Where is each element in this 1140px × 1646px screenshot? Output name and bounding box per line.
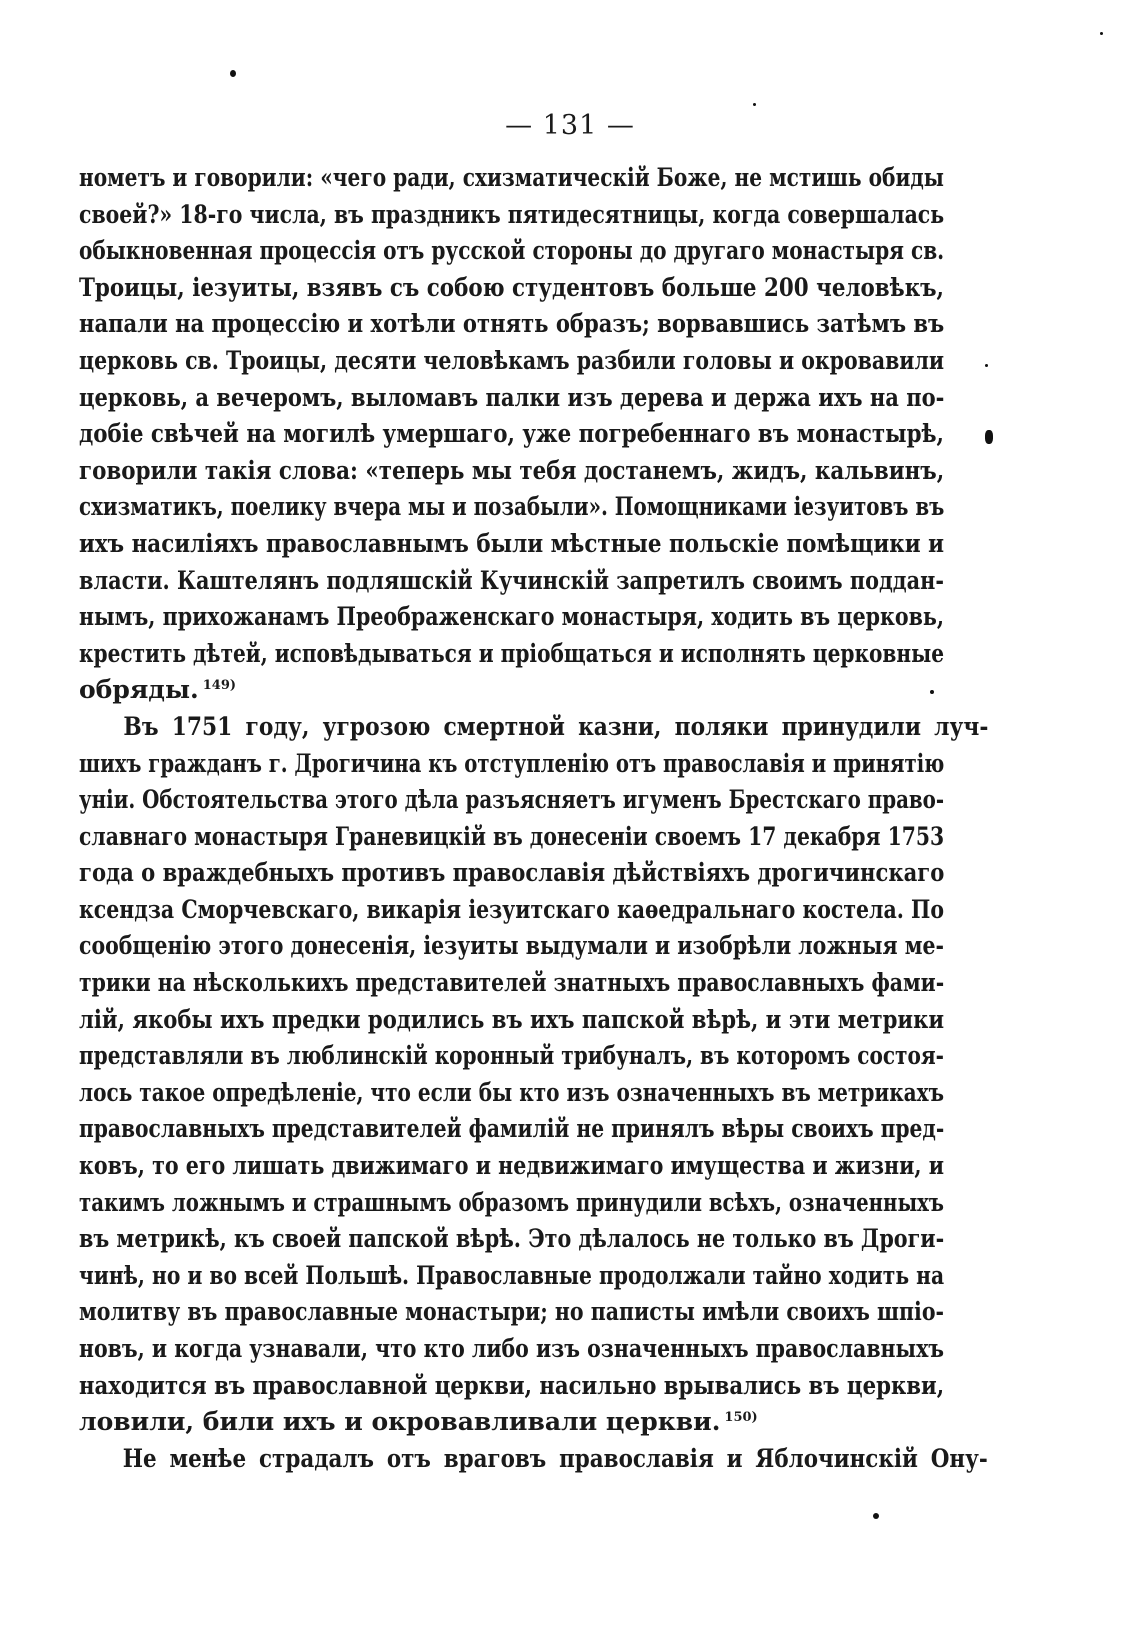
text-line: Троицы, іезуиты, взявъ съ собою студентовъ больше 200 человѣкъ, <box>79 272 944 302</box>
text-line: новъ, и когда узнавали, что кто либо изъ означенныхъ православныхъ <box>79 1334 944 1363</box>
text-line: православныхъ представителей фамилій не принялъ вѣры своихъ пред- <box>79 1114 945 1144</box>
text-line: напали на процессію и хотѣли отнять образъ; ворвавшись затѣмъ въ <box>79 309 945 339</box>
body-text <box>79 160 989 1477</box>
paragraph-3 <box>79 1441 988 1478</box>
text-line: ловили, били ихъ и окровавливали церкви. <box>79 1407 721 1437</box>
text-line: года о враждебныхъ противъ православія дѣйствіяхъ дрогичинскаго <box>79 858 945 888</box>
text-line: лій, якобы ихъ предки родились въ ихъ папской вѣрѣ, и эти метрики <box>79 1004 945 1034</box>
text-line: молитву въ православные монастыри; но паписты имѣли своихъ шпіо- <box>79 1297 944 1327</box>
paragraph-2 <box>79 709 989 1441</box>
page-number: — 131 — <box>505 110 635 141</box>
text-line: ксендза Сморчевскаго, викарія іезуитскаго каѳедральнаго костела. По <box>79 894 944 924</box>
text-line: церковь св. Троицы, десяти человѣкамъ разбили головы и окровавили <box>79 345 945 375</box>
text-line: сообщенію этого донесенія, іезуиты выдумали и изобрѣли ложныя ме- <box>79 931 944 961</box>
scan-speck <box>1100 32 1103 35</box>
text-line: нымъ, прихожанамъ Преображенскаго монастыря, ходить въ церковь, <box>79 602 944 632</box>
scan-speck <box>753 103 756 106</box>
scan-speck <box>985 364 988 367</box>
text-line: ковъ, то его лишать движимаго и недвижимаго имущества и жизни, и <box>79 1151 944 1181</box>
text-line: добіе свѣчей на могилѣ умершаго, уже погребеннаго въ монастырѣ, <box>79 419 944 449</box>
scan-speck <box>985 430 993 444</box>
text-line: говорили такія слова: «теперь мы тебя достанемъ, жидъ, кальвинъ, <box>79 455 945 485</box>
text-line: въ метрикѣ, къ своей папской вѣрѣ. Это дѣлалось не только въ Дроги- <box>79 1224 945 1254</box>
text-line: обряды. <box>79 675 199 705</box>
scan-speck <box>930 690 934 694</box>
text-line: шихъ гражданъ г. Дрогичина къ отступленію отъ православія и принятію <box>79 748 945 778</box>
text-line-final <box>79 1404 944 1441</box>
scan-speck <box>230 70 236 77</box>
text-line: своей?» 18-го числа, въ праздникъ пятидесятницы, когда совершалась <box>79 199 945 229</box>
text-line: уніи. Обстоятельства этого дѣла разъясняетъ игуменъ Брестскаго право- <box>79 785 945 815</box>
footnote-marker: 150) <box>724 1409 758 1425</box>
text-line: крестить дѣтей, исповѣдываться и пріобщаться и исполнять церковные <box>79 638 945 668</box>
text-line: чинѣ, но и во всей Польшѣ. Православные продолжали тайно ходить на <box>79 1260 945 1290</box>
text-line: трики на нѣсколькихъ представителей знатныхъ православныхъ фами- <box>79 968 945 998</box>
text-line: лось такое опредѣленіе, что если бы кто изъ означенныхъ въ метрикахъ <box>79 1077 944 1107</box>
footnote-marker: 149) <box>202 677 237 693</box>
text-line: власти. Каштелянъ подляшскій Кучинскій запретилъ своимъ поддан- <box>79 565 944 595</box>
text-line: схизматикъ, поелику вчера мы и позабыли». Помощниками іезуитовъ въ <box>79 492 945 522</box>
text-line: нометъ и говорили: «чего ради, схизматическій Боже, не мстишь обиды <box>79 163 944 192</box>
text-line-final <box>79 672 944 709</box>
text-line: обыкновенная процессія отъ русской стороны до другаго монастыря св. <box>79 236 945 266</box>
text-line: славнаго монастыря Граневицкій въ донесеніи своемъ 17 декабря 1753 <box>79 821 945 851</box>
paragraph-1 <box>79 160 944 709</box>
text-line: Въ 1751 году, угрозою смертной казни, поляки принудили луч- <box>123 711 989 741</box>
text-line: церковь, а вечеромъ, выломавъ палки изъ дерева и держа ихъ на по- <box>79 382 945 412</box>
scan-speck <box>873 1513 879 1519</box>
text-line: находится въ православной церкви, насильно врывались въ церкви, <box>79 1370 945 1400</box>
text-line: такимъ ложнымъ и страшнымъ образомъ принудили всѣхъ, означенныхъ <box>79 1187 944 1217</box>
text-line: ихъ насиліяхъ православнымъ были мѣстные польскіе помѣщики и <box>79 528 944 558</box>
text-line: представляли въ люблинскій коронный трибуналъ, въ которомъ состоя- <box>79 1041 944 1071</box>
text-line: Не менѣе страдалъ отъ враговъ православія и Яблочинскій Ону- <box>122 1443 988 1473</box>
